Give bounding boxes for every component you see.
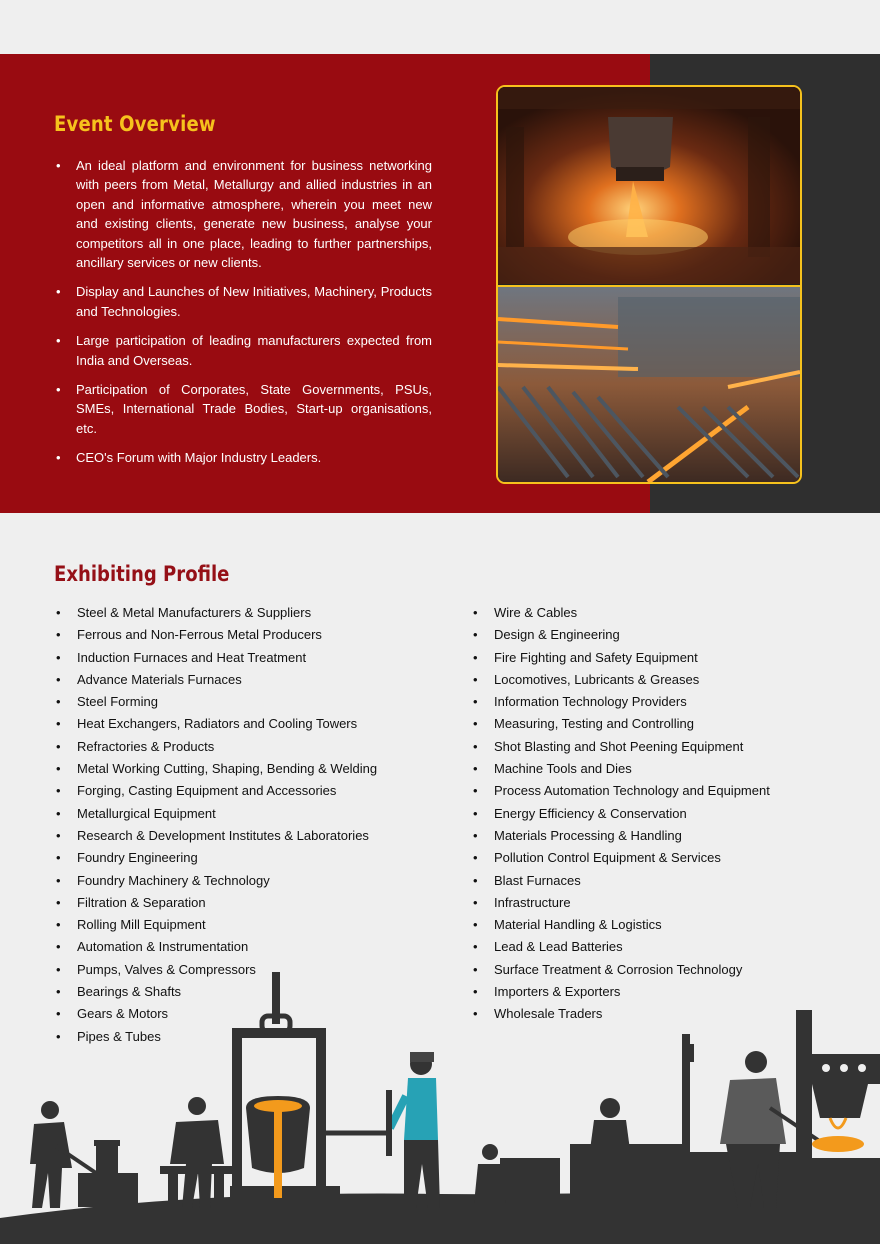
overview-item: • An ideal platform and environment for business networking with peers from Metal, Metallurgy and allied industries in an open and informative atmosphere, wherein you meet new and existing clients, generate new business, analyse your competitors all in one place, leading to further partnerships, ancillary services or new clients.	[54, 156, 432, 272]
list-item: • Ferrous and Non-Ferrous Metal Producers	[56, 625, 456, 647]
overview-item: • Participation of Corporates, State Governments, PSUs, SMEs, International Trade Bodies, Start-up organisations, etc.	[54, 380, 432, 438]
list-item: • Locomotives, Lubricants & Greases	[473, 670, 873, 692]
list-item: • Measuring, Testing and Controlling	[473, 714, 873, 736]
list-item: • Foundry Machinery & Technology	[56, 871, 456, 893]
list-item: • Shot Blasting and Shot Peening Equipment	[473, 737, 873, 759]
list-item: • Importers & Exporters	[473, 982, 873, 1004]
list-item: • Process Automation Technology and Equipment	[473, 781, 873, 803]
overview-item: • Large participation of leading manufacturers expected from India and Overseas.	[54, 331, 432, 370]
list-item: • Blast Furnaces	[473, 871, 873, 893]
list-item: • Materials Processing & Handling	[473, 826, 873, 848]
list-item: • Metallurgical Equipment	[56, 804, 456, 826]
list-item: • Refractories & Products	[56, 737, 456, 759]
exhibiting-profile-title: Exhibiting Profile	[54, 562, 230, 586]
steel-plant-photo-icon	[498, 87, 800, 482]
list-item: • Filtration & Separation	[56, 893, 456, 915]
list-item: • Information Technology Providers	[473, 692, 873, 714]
list-item: • Forging, Casting Equipment and Accessories	[56, 781, 456, 803]
list-item: • Pumps, Valves & Compressors	[56, 960, 456, 982]
list-item: • Induction Furnaces and Heat Treatment	[56, 648, 456, 670]
list-item: • Design & Engineering	[473, 625, 873, 647]
event-overview-list	[54, 156, 432, 478]
list-item: • Wholesale Traders	[473, 1004, 873, 1026]
list-item: • Pollution Control Equipment & Services	[473, 848, 873, 870]
list-item: • Gears & Motors	[56, 1004, 456, 1026]
overview-item: • Display and Launches of New Initiatives, Machinery, Products and Technologies.	[54, 282, 432, 321]
list-item: • Steel & Metal Manufacturers & Suppliers	[56, 603, 456, 625]
foundry-workers-silhouette-icon	[0, 968, 880, 1244]
list-item: • Advance Materials Furnaces	[56, 670, 456, 692]
list-item: • Pipes & Tubes	[56, 1027, 456, 1049]
list-item: • Metal Working Cutting, Shaping, Bending & Welding	[56, 759, 456, 781]
overview-item: • CEO's Forum with Major Industry Leaders.	[54, 448, 432, 467]
list-item: • Heat Exchangers, Radiators and Cooling Towers	[56, 714, 456, 736]
event-overview-title: Event Overview	[54, 112, 216, 136]
list-item: • Surface Treatment & Corrosion Technology	[473, 960, 873, 982]
list-item: • Infrastructure	[473, 893, 873, 915]
list-item: • Material Handling & Logistics	[473, 915, 873, 937]
list-item: • Bearings & Shafts	[56, 982, 456, 1004]
list-item: • Foundry Engineering	[56, 848, 456, 870]
list-item: • Research & Development Institutes & Laboratories	[56, 826, 456, 848]
top-strip	[0, 0, 880, 54]
list-item: • Steel Forming	[56, 692, 456, 714]
list-item: • Energy Efficiency & Conservation	[473, 804, 873, 826]
list-item: • Lead & Lead Batteries	[473, 937, 873, 959]
list-item: • Wire & Cables	[473, 603, 873, 625]
list-item: • Fire Fighting and Safety Equipment	[473, 648, 873, 670]
exhibiting-list-right	[473, 603, 873, 1027]
list-item: • Machine Tools and Dies	[473, 759, 873, 781]
steel-plant-photo	[496, 85, 802, 484]
list-item: • Rolling Mill Equipment	[56, 915, 456, 937]
list-item: • Automation & Instrumentation	[56, 937, 456, 959]
